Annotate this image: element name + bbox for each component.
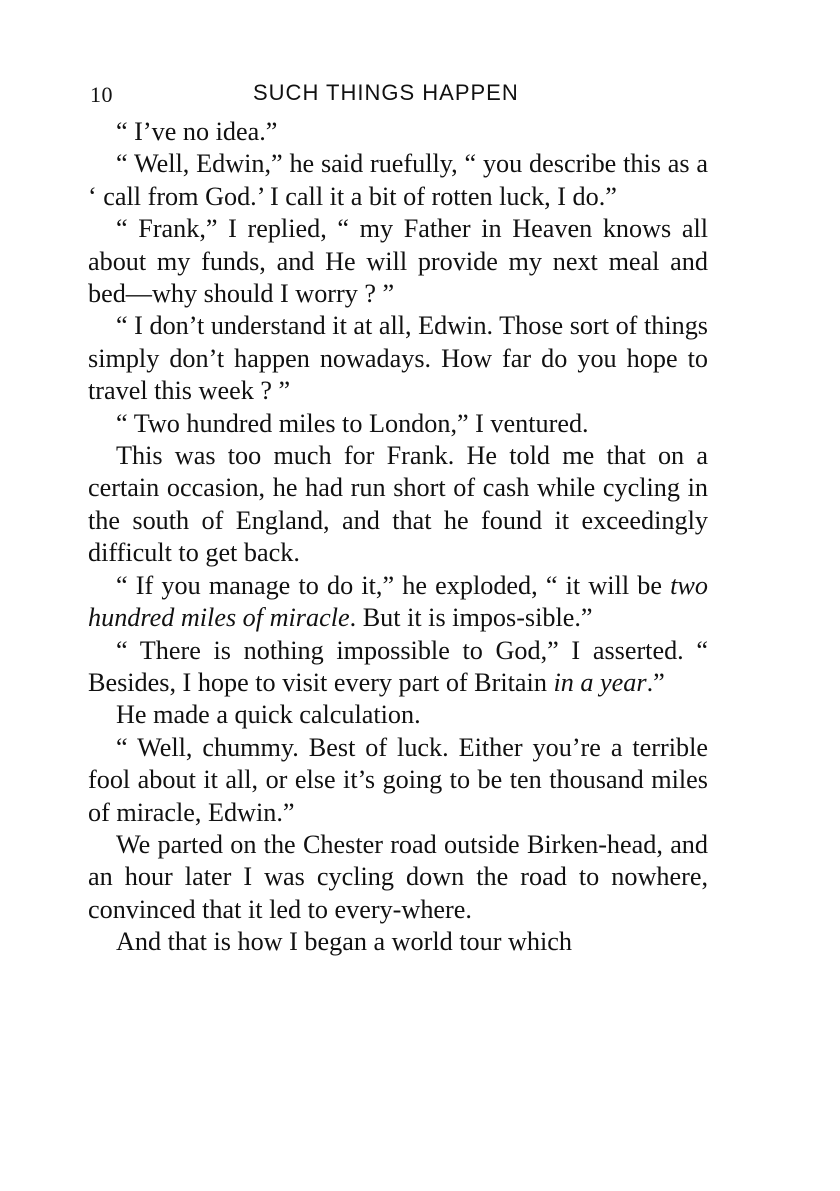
paragraph-text: “ Two hundred miles to London,” I ventured.: [116, 408, 589, 438]
paragraph: [88, 635, 708, 700]
paragraph-text: “ Well, chummy. Best of luck. Either you’re a terrible fool about it all, or else it’s going to be ten thousand miles of miracle, Edwin.”: [88, 732, 708, 827]
paragraph: [88, 116, 708, 148]
italic-phrase: in a year: [553, 667, 647, 697]
running-title: SUCH THINGS HAPPEN: [253, 80, 519, 105]
paragraph: [88, 699, 708, 731]
paragraph: [88, 440, 708, 570]
running-head: [88, 78, 708, 116]
paragraph: [88, 570, 708, 635]
page-number: 10: [90, 82, 113, 107]
paragraph: [88, 926, 708, 958]
paragraph-text: “ There is nothing impossible to God,” I asserted. “ Besides, I hope to visit every part of Britain: [88, 635, 708, 697]
paragraph: [88, 213, 708, 310]
paragraph-text: We parted on the Chester road outside Birken-head, and an hour later I was cycling down the road to nowhere, convinced that it led to every-where.: [88, 829, 708, 924]
paragraph-text: . But it is impos-sible.”: [349, 603, 593, 633]
paragraph-text: “ If you manage to do it,” he exploded, “ it will be: [116, 570, 671, 600]
paragraph: [88, 148, 708, 213]
paragraph: [88, 829, 708, 926]
paragraph-text: “ Frank,” I replied, “ my Father in Heaven knows all about my funds, and He will provide my next meal and bed—why should I worry ? ”: [88, 214, 708, 309]
paragraph: [88, 732, 708, 829]
paragraph: [88, 408, 708, 440]
book-page: [88, 78, 708, 959]
italic-phrase: two hundred miles of miracle: [88, 570, 708, 633]
paragraph-text: He made a quick calculation.: [116, 700, 421, 730]
paragraph: [88, 310, 708, 407]
paragraph-text: “ Well, Edwin,” he said ruefully, “ you describe this as a ‘ call from God.’ I call it a bit of rotten luck, I do.”: [88, 149, 708, 211]
paragraph-text: This was too much for Frank. He told me that on a certain occasion, he had run short of cash while cycling in the south of England, and that he found it exceedingly difficult to get back.: [88, 441, 708, 568]
paragraph-text: “ I’ve no idea.”: [116, 117, 278, 146]
body-text: [88, 116, 708, 959]
paragraph-text: “ I don’t understand it at all, Edwin. Those sort of things simply don’t happen nowadays. How far do you hope to travel this week ? ”: [88, 311, 708, 406]
paragraph-text: .”: [646, 667, 665, 697]
paragraph-text: And that is how I began a world tour which: [116, 927, 573, 957]
